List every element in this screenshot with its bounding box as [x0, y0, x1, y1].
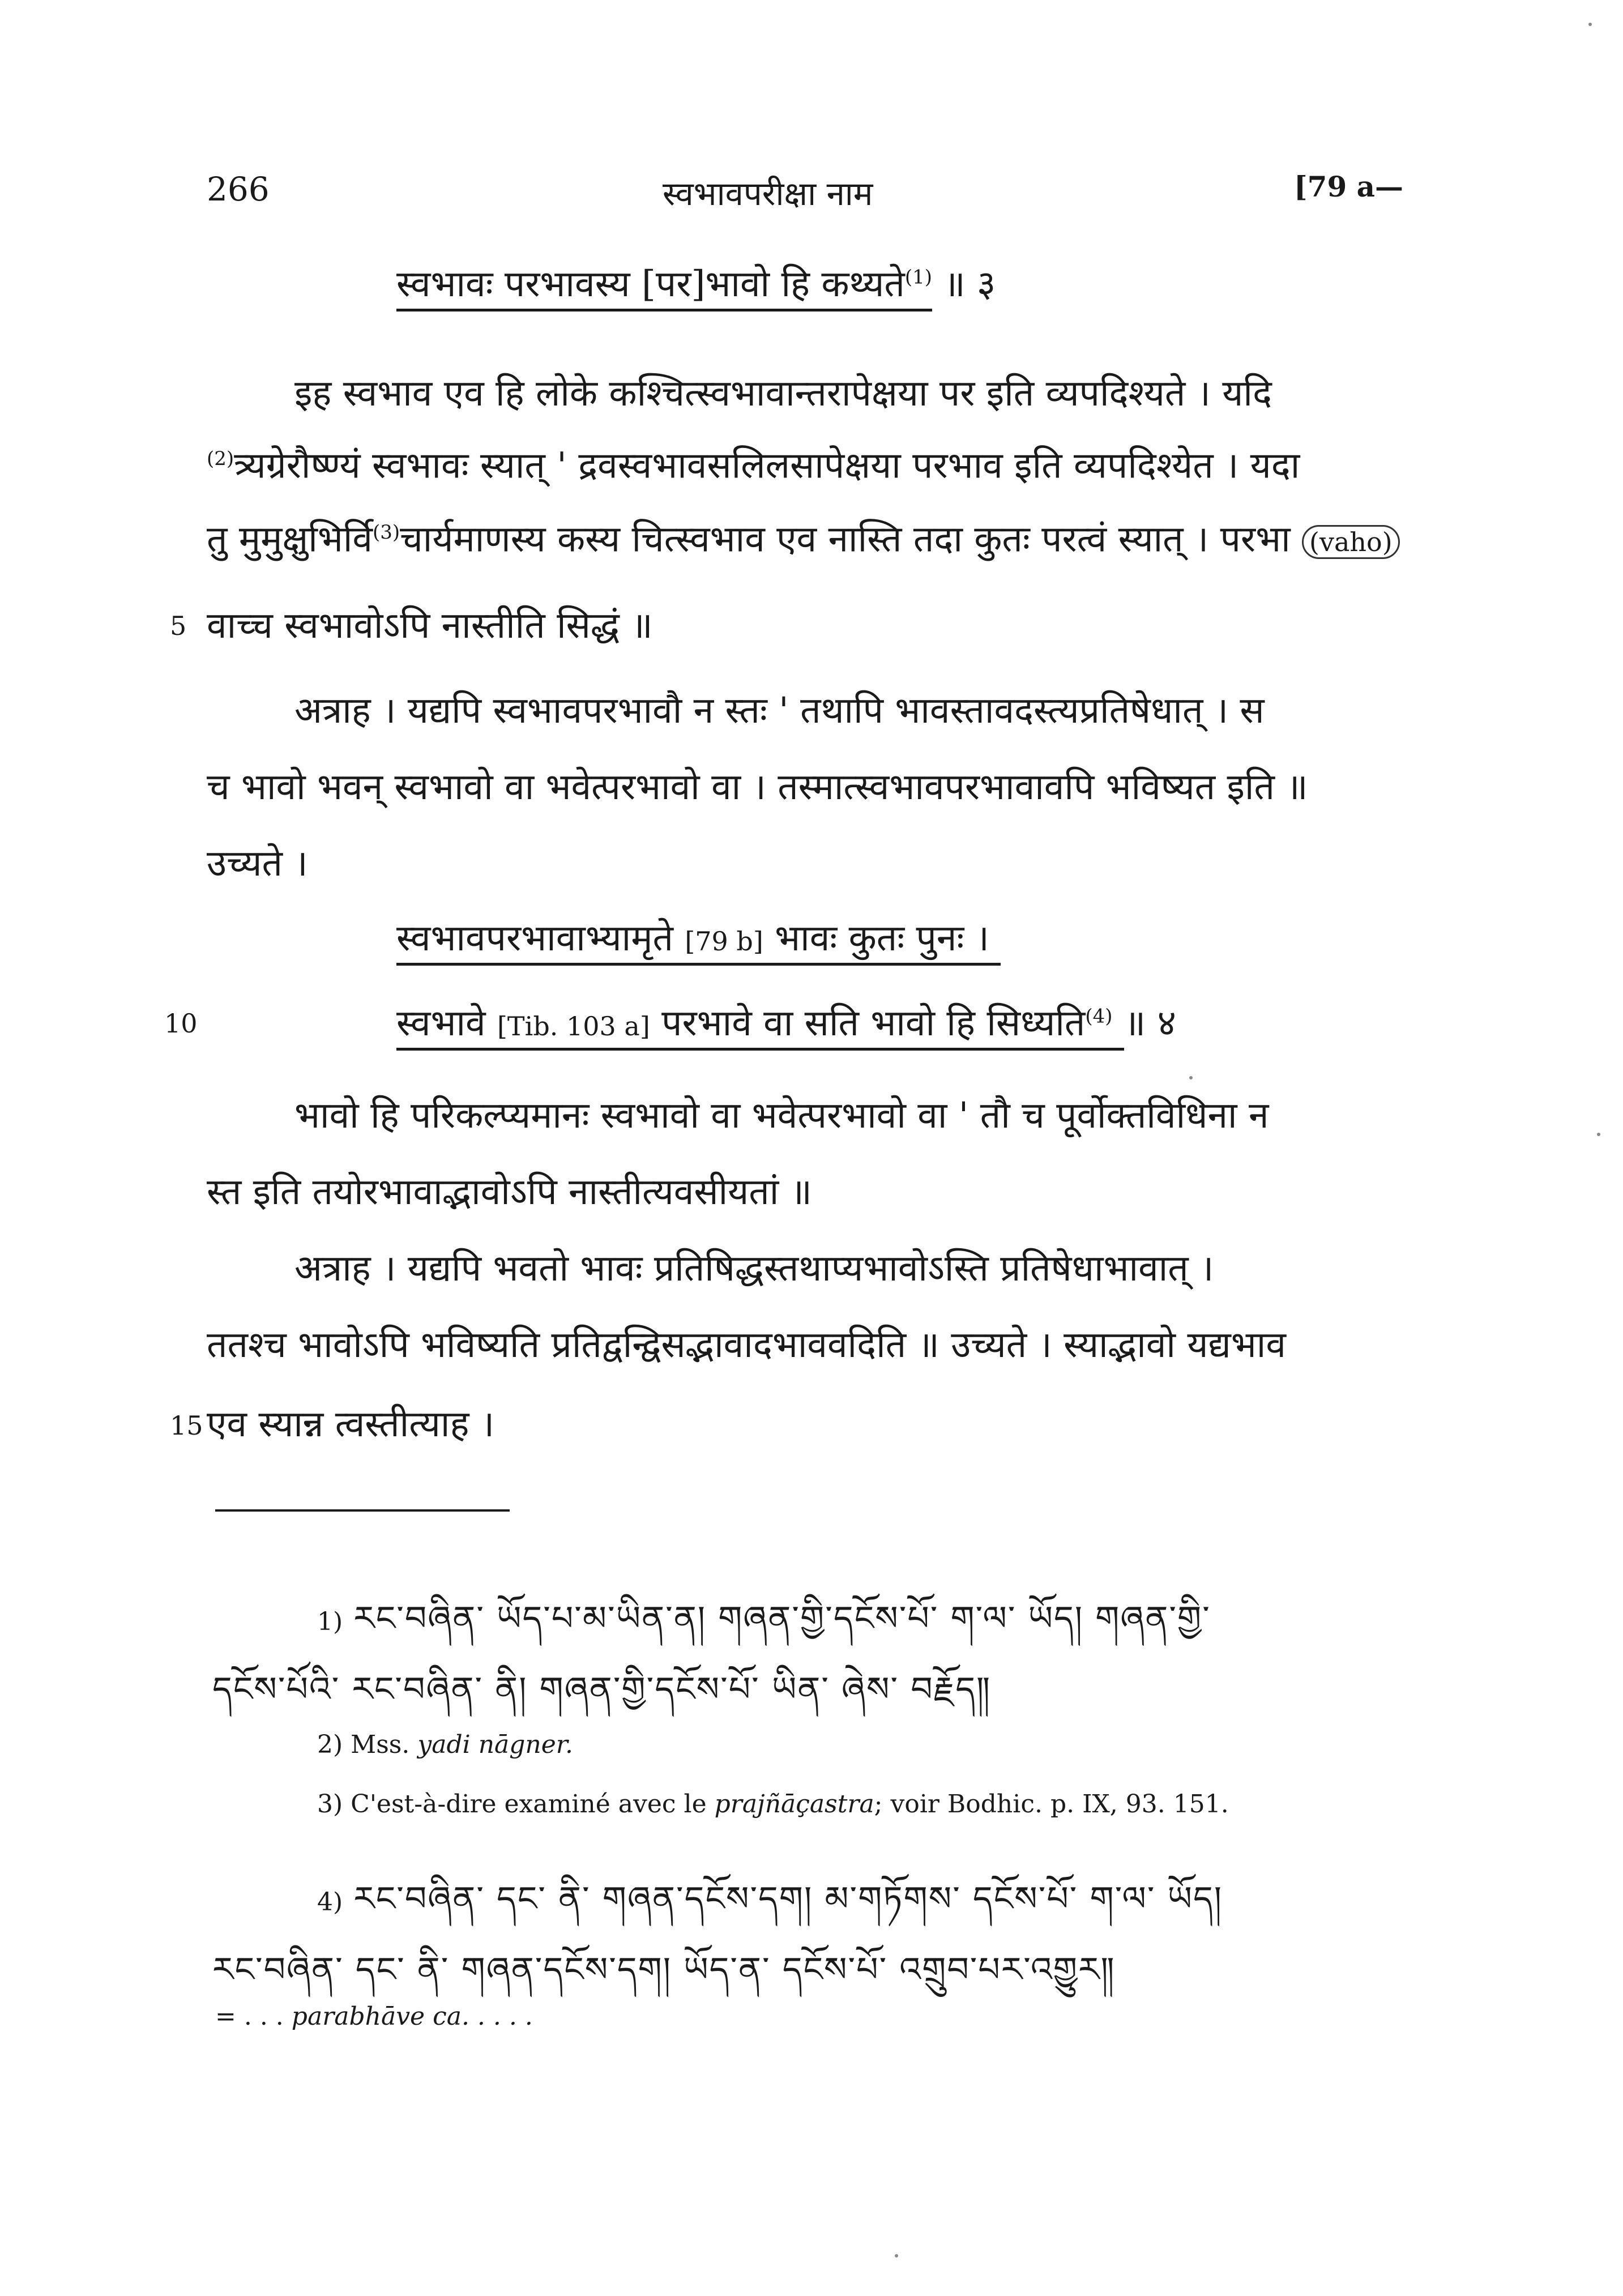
para4-line1: अत्राह । यद्यपि भवतो भावः प्रतिषिद्धस्तथाप्यभावोऽस्ति प्रतिषेधाभावात् । — [294, 1248, 1214, 1290]
verse-3-end: ॥ ३ — [943, 263, 996, 305]
para2-line3: उच्यते । — [207, 843, 308, 885]
footnote-3-label: 3) — [317, 1790, 343, 1819]
line-number-5: 5 — [170, 611, 187, 641]
footnote-4-line3: = . . . parabhāve ca. . . . . — [215, 2002, 533, 2031]
scan-speck — [1597, 1133, 1600, 1136]
footnote-2-label: 2) — [317, 1730, 343, 1759]
footnote-separator — [215, 1509, 510, 1512]
line-number-10: 10 — [164, 1008, 198, 1039]
para3-line1: भावो हि परिकल्प्यमानः स्वभावो वा भवेत्परभावो वा ' तौ च पूर्वोक्तविधिना न — [294, 1095, 1269, 1137]
para3-line2: स्त इति तयोरभावाद्भावोऽपि नास्तीत्यवसीयतां ॥ — [207, 1171, 813, 1213]
page-number: 266 — [207, 170, 270, 208]
verse-4a: स्वभावपरभावाभ्यामृते [79 b] भावः कुतः पुनः । — [396, 912, 1001, 961]
note-marker-3: (3) — [372, 521, 400, 544]
folio-reference: [79 a— — [1294, 170, 1404, 203]
scan-speck — [895, 2254, 898, 2257]
scan-speck — [1588, 23, 1592, 26]
footnote-4-label: 4) — [317, 1888, 343, 1917]
para4-line3: एव स्यान्न त्वस्तीत्याह । — [207, 1403, 495, 1445]
para4-line2: ततश्च भावोऽपि भविष्यति प्रतिद्वन्द्विसद्भावादभाववदिति ॥ उच्यते । स्याद्भावो यद्यभाव — [207, 1324, 1286, 1366]
verse-4-end: ॥ ४ — [1124, 1002, 1176, 1044]
footnote-1-line1: 1) རང་བཞིན་ ཡོད་པ་མ་ཡིན་ན། གཞན་གྱི་དངོས་པོ་ ག་ལ་ ཡོད། གཞན་གྱི་ — [317, 1599, 1211, 1638]
note-marker-1: (1) — [904, 266, 933, 289]
line-number-15: 15 — [170, 1410, 203, 1441]
folio-ref-79b: [79 b] — [685, 926, 763, 957]
scan-speck — [1189, 1076, 1193, 1079]
para1-line2: $^{(2)}$त्र्यग्रेरौष्ण्यं स्वभावः स्यात् ' द्रवस्वभावसलिलसापेक्षया परभाव इति व्यपदिश्येत । यदा — [207, 445, 1300, 487]
footnote-4-line2: རང་བཞིན་ དང་ ནི་ གཞན་དངོས་དག། ཡོད་ན་ དངོས་པོ་ འགྲུབ་པར་འགྱུར༎ — [212, 1950, 1116, 1990]
para1-line1: इह स्वभाव एव हि लोके कश्चित्स्वभावान्तरापेक्षया पर इति व्यपदिश्यते । यदि — [294, 373, 1272, 415]
verse-4b: स्वभावे [Tib. 103 a] परभावे वा सति भावो हि सिध्यति$^{(4)}$ ॥ ४ — [396, 997, 1176, 1046]
footnote-2: 2) Mss. yadi nāgner. — [317, 1730, 573, 1759]
tibetan-folio-ref: [Tib. 103 a] — [497, 1011, 650, 1042]
footnote-1-label: 1) — [317, 1607, 343, 1636]
para2-line2: च भावो भवन् स्वभावो वा भवेत्परभावो वा । तस्मात्स्वभावपरभावावपि भविष्यत इति ॥ — [207, 766, 1308, 808]
running-title: स्वभावपरीक्षा नाम — [663, 174, 873, 213]
note-marker-4: (4) — [1085, 1005, 1113, 1028]
footnote-1-line2: དངོས་པོའི་ རང་བཞིན་ ནི། གཞན་གྱི་དངོས་པོ་ ཡིན་ ཞེས་ བརྗོད༎ — [212, 1670, 992, 1709]
verse-3 — [396, 258, 996, 307]
verse-3-text: स्वभावः परभावस्य [पर]भावो हि कथ्यते$^{(1)}$ — [396, 263, 932, 311]
para1-line3: तु मुमुक्षुभिर्वि$^{(3)}$चार्यमाणस्य कस्य चित्स्वभाव एव नास्ति तदा कुतः परत्वं स्यात् । परभा (vaho) — [207, 507, 1400, 567]
para1-line4: वाच्च स्वभावोऽपि नास्तीति सिद्धं ॥ — [207, 605, 653, 647]
note-marker-2: (2) — [207, 447, 234, 470]
footnote-3: 3) C'est-à-dire examiné avec le prajñāçastra; voir Bodhic. p. IX, 93. 151. — [317, 1790, 1229, 1819]
handwritten-marginal-note: (vaho) — [1302, 525, 1400, 559]
para2-line1: अत्राह । यद्यपि स्वभावपरभावौ न स्तः ' तथापि भावस्तावदस्त्यप्रतिषेधात् । स — [294, 690, 1265, 732]
footnote-4-line1: 4) རང་བཞིན་ དང་ ནི་ གཞན་དངོས་དག། མ་གཏོགས་ དངོས་པོ་ ག་ལ་ ཡོད། — [317, 1879, 1223, 1919]
